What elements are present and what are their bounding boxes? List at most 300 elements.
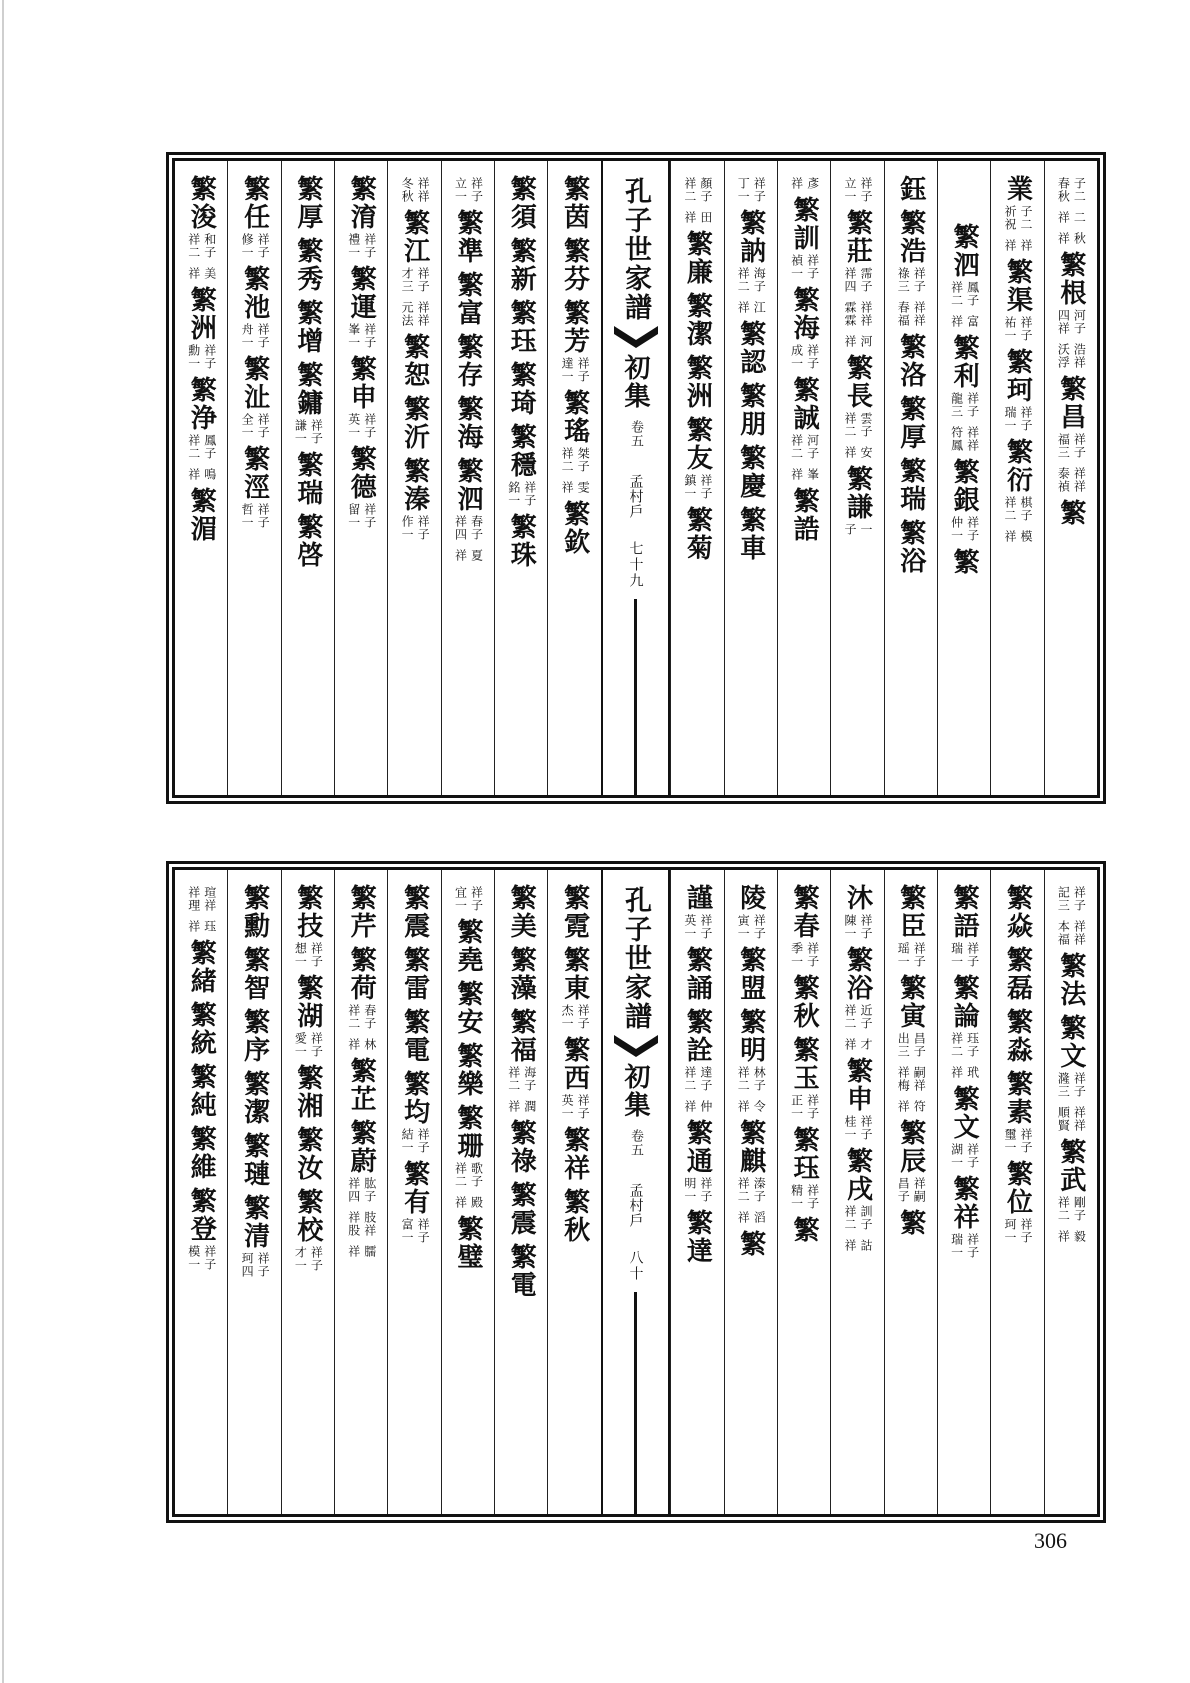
entry-note <box>843 267 872 293</box>
entry <box>453 884 482 912</box>
entry-note <box>1056 177 1085 203</box>
entry <box>896 1064 925 1092</box>
entry-note <box>683 1100 712 1113</box>
entry <box>896 974 926 1058</box>
entry-note <box>1056 232 1085 245</box>
entry-name: 繁浴 <box>895 519 926 575</box>
entry-note <box>950 281 979 307</box>
entry <box>843 333 872 348</box>
note-line: 富一 <box>400 1218 415 1244</box>
note-line: 祥子 <box>362 233 377 259</box>
entry-name: 繁認 <box>735 320 766 376</box>
note-line: 漋三 <box>1056 1072 1071 1098</box>
entry-name: 繁涇 <box>239 445 270 501</box>
note-line: 祥二 <box>1002 496 1017 522</box>
entry <box>950 313 979 328</box>
note-line: 立一 <box>842 177 857 203</box>
note-line: 肢祥 <box>362 1211 377 1237</box>
entry <box>506 946 536 1002</box>
note-line: 珂四 <box>240 1252 255 1278</box>
entry-note <box>683 1066 712 1092</box>
note-line: 潤 <box>522 1100 537 1113</box>
entry <box>347 1209 376 1237</box>
entry-name: 繁湄 <box>186 487 217 543</box>
entry-note <box>293 1246 322 1272</box>
note-line: 祐一 <box>1002 316 1017 342</box>
note-line: 祥二 <box>186 233 201 259</box>
entry-note <box>950 315 979 328</box>
entry-name: 繁秋 <box>559 1188 590 1244</box>
note-line: 祥子 <box>309 1032 324 1058</box>
note-line: 瑶一 <box>896 942 911 968</box>
note-line: 祥 <box>1056 232 1071 245</box>
entry-note <box>950 1143 979 1169</box>
entry-name: 繁江 <box>399 209 430 265</box>
entry <box>842 209 872 293</box>
entry-name: 繁武 <box>1055 1138 1086 1194</box>
entry-name: 繁淼 <box>1002 1008 1033 1064</box>
note-line: 祥子 <box>522 481 537 507</box>
entry-name: 繁利 <box>949 334 980 390</box>
entry <box>896 519 926 575</box>
entry-name: 繁厚 <box>292 175 323 231</box>
entry-note <box>347 1211 376 1237</box>
entry-name: 繁洛 <box>895 333 926 389</box>
entry-note <box>736 914 765 940</box>
entry-name: 繁戌 <box>842 1147 873 1203</box>
note-line: 祥子 <box>965 1143 980 1169</box>
entry-name: 繁慶 <box>735 444 766 500</box>
note-line: 仲一 <box>949 516 964 542</box>
folio-number: 七十九 <box>627 541 644 589</box>
note-line: 滔 <box>752 1211 767 1224</box>
note-line: 瑞一 <box>1002 406 1017 432</box>
entry-note <box>843 412 872 438</box>
entry-note <box>293 942 322 968</box>
entry-note <box>560 1004 589 1030</box>
note-line: 祥 <box>842 1038 857 1051</box>
note-line: 謙一 <box>293 419 308 445</box>
entry <box>347 1243 376 1258</box>
entry-name: 繁珏 <box>506 299 537 355</box>
entry <box>949 548 979 576</box>
genealogy-column <box>441 161 494 795</box>
genealogy-page-bottom <box>172 867 1100 1517</box>
entry-name: 繁位 <box>1002 1160 1033 1216</box>
entry <box>400 1160 430 1244</box>
entry <box>293 1126 323 1182</box>
entry-note <box>1056 1230 1085 1243</box>
entry <box>1056 1104 1085 1132</box>
note-line: 海子 <box>752 267 767 293</box>
entry <box>293 1188 323 1272</box>
note-line: 祿三 <box>896 267 911 293</box>
note-line: 祥二 <box>842 1004 857 1030</box>
entry-name: 繁文 <box>949 1085 980 1141</box>
entry-note <box>187 344 216 370</box>
entry-note <box>507 1066 536 1092</box>
note-line: 祥子 <box>1018 1128 1033 1154</box>
entry <box>240 946 270 1002</box>
entry-name: 繁訥 <box>735 209 766 265</box>
entry-name: 繁池 <box>239 265 270 321</box>
entry-note <box>1056 1072 1085 1098</box>
note-line: 祥四 <box>346 1177 361 1203</box>
note-line: 祥子 <box>805 1184 820 1210</box>
entry <box>843 299 872 327</box>
entry-note <box>1003 1218 1032 1244</box>
entry <box>186 1187 216 1271</box>
center-column <box>601 870 670 1514</box>
entry-note <box>736 1211 765 1224</box>
entry <box>842 1147 872 1231</box>
note-line: 祥 <box>186 267 201 280</box>
entry <box>186 1125 216 1181</box>
columns-top <box>175 161 1097 795</box>
entry <box>346 265 376 349</box>
entry <box>506 1243 536 1299</box>
entry <box>506 361 536 417</box>
entry <box>293 299 323 355</box>
entry <box>682 884 712 940</box>
entry <box>789 286 819 370</box>
entry-note <box>1056 433 1085 459</box>
note-line: 祥 <box>1002 530 1017 543</box>
note-line: 春子 <box>362 1004 377 1030</box>
entry-note <box>453 515 482 541</box>
note-line: 祥 <box>682 211 697 224</box>
note-line: 祥子 <box>416 1128 431 1154</box>
entry <box>949 223 979 307</box>
note-line: 祥 <box>1056 211 1071 224</box>
entry-name: 繁玉 <box>789 1036 820 1092</box>
juan-label: 卷五 <box>628 420 644 448</box>
note-line: 達子 <box>698 1066 713 1092</box>
entry <box>1056 465 1085 493</box>
entry-name: 繁湘 <box>292 1064 323 1120</box>
note-line: 祥 <box>736 301 751 314</box>
entry <box>400 209 430 293</box>
entry-note <box>400 301 429 327</box>
entry <box>896 333 926 389</box>
note-line: 近子 <box>858 1004 873 1030</box>
note-line: 祥 <box>896 1100 911 1113</box>
note-line: 祥二 <box>453 1162 468 1188</box>
genealogy-column <box>334 161 387 795</box>
entry-name: 繁珠 <box>506 513 537 569</box>
note-line: 祥子 <box>309 942 324 968</box>
entry-name: 繁穩 <box>506 423 537 479</box>
entry-name: 繁達 <box>682 1209 713 1265</box>
note-line: 祥二 <box>560 447 575 473</box>
entry-name: 繁有 <box>399 1160 430 1216</box>
entry <box>736 1209 765 1224</box>
entry <box>293 175 323 231</box>
entry <box>950 1064 979 1079</box>
entry-note <box>240 323 269 349</box>
note-line: 鎮一 <box>682 474 697 500</box>
entry-name: 繁德 <box>346 445 377 501</box>
entry-note <box>843 446 872 459</box>
entry-note <box>736 1177 765 1203</box>
entry-note <box>790 344 819 370</box>
note-line: 春子 <box>469 515 484 541</box>
note-line: 泰禎 <box>1056 467 1071 493</box>
entry-name: 繁 <box>949 548 980 576</box>
entry-name: 繁增 <box>292 299 323 355</box>
entry-note <box>1003 1128 1032 1154</box>
entry <box>736 175 765 203</box>
entry-name: 繁運 <box>346 265 377 321</box>
note-line: 祥理 <box>186 886 201 912</box>
entry <box>400 333 430 389</box>
entry-name: 繁安 <box>452 980 483 1036</box>
entry-note <box>1003 316 1032 342</box>
note-line: 禮一 <box>346 233 361 259</box>
note-line: 祥祥 <box>965 426 980 452</box>
entry-note <box>950 942 979 968</box>
entry <box>949 1175 979 1259</box>
note-line: 祥子 <box>858 914 873 940</box>
entry-name: 繁車 <box>735 506 766 562</box>
entry <box>1002 946 1032 1002</box>
entry <box>736 506 766 562</box>
entry <box>560 479 589 494</box>
entry-name: 繁誦 <box>682 946 713 1002</box>
entry-name: 陵 <box>735 884 766 912</box>
entry <box>1056 375 1086 459</box>
genealogy-column <box>1044 161 1097 795</box>
entry <box>736 1008 766 1092</box>
entry <box>560 389 590 473</box>
note-line: 丁一 <box>736 177 751 203</box>
note-line: 祥子 <box>202 1245 217 1271</box>
note-line: 祥 <box>506 1100 521 1113</box>
note-line: 祥四 <box>453 515 468 541</box>
entry <box>400 299 429 327</box>
entry-note <box>453 177 482 203</box>
note-line: 祥子 <box>1018 406 1033 432</box>
entry <box>240 445 270 529</box>
entry-name: 繁堯 <box>452 918 483 974</box>
note-line: 結一 <box>400 1128 415 1154</box>
note-line: 本福 <box>1056 920 1071 946</box>
entry-note <box>790 1094 819 1120</box>
entry <box>453 1104 483 1188</box>
center-column <box>601 161 670 795</box>
entry-note <box>453 549 482 562</box>
entry <box>186 487 216 543</box>
note-line: 祥子 <box>576 1004 591 1030</box>
entry-note <box>1003 496 1032 522</box>
note-line: 鳴 <box>202 468 217 481</box>
entry <box>1056 884 1085 912</box>
entry <box>1056 1014 1086 1098</box>
note-line: 祥子 <box>805 344 820 370</box>
entry-name: 繁福 <box>506 1008 537 1064</box>
note-line: 祥二 <box>949 1032 964 1058</box>
entry-name: 繁技 <box>292 884 323 940</box>
note-line: 詁 <box>858 1239 873 1252</box>
fish-tail-mark-icon <box>614 326 658 348</box>
note-line: 祥祥 <box>912 301 927 327</box>
entry-name: 沐 <box>842 884 873 912</box>
note-line: 元法 <box>400 301 415 327</box>
entry-note <box>843 301 872 327</box>
note-line: 祥子 <box>576 357 591 383</box>
entry <box>346 445 376 529</box>
entry-name: 繁智 <box>239 946 270 1002</box>
note-line: 霖霖 <box>842 301 857 327</box>
entry-name: 繁通 <box>682 1119 713 1175</box>
note-line: 祥二 <box>346 1004 361 1030</box>
note-line: 祥祥 <box>416 301 431 327</box>
entry <box>346 175 376 259</box>
entry-name: 繁緒 <box>186 939 217 995</box>
note-line: 祥 <box>842 335 857 348</box>
note-line: 浩祥 <box>1072 343 1087 369</box>
genealogy-column <box>830 161 883 795</box>
entry <box>1056 918 1085 946</box>
note-line: 祥子 <box>416 515 431 541</box>
entry <box>400 884 430 940</box>
entry <box>1056 1228 1085 1243</box>
note-line: 昌子 <box>912 1032 927 1058</box>
genealogy-column <box>777 870 830 1514</box>
note-line: 祥二 <box>682 1066 697 1092</box>
note-line: 霈子 <box>858 267 873 293</box>
entry-name: 繁文 <box>1055 1014 1086 1070</box>
note-line: 季一 <box>789 942 804 968</box>
entry <box>949 884 979 968</box>
note-line: 珂一 <box>1002 1218 1017 1244</box>
entry <box>790 466 819 481</box>
note-line: 英一 <box>682 914 697 940</box>
entry <box>560 1036 590 1120</box>
entry <box>346 946 376 1030</box>
entry-name: 謹 <box>682 884 713 912</box>
note-line: 正一 <box>789 1094 804 1120</box>
note-line: 毅 <box>1072 1230 1087 1243</box>
entry-name: 繁祿 <box>506 1119 537 1175</box>
entry <box>240 1070 270 1126</box>
note-line: 祥 <box>1002 239 1017 252</box>
entry <box>346 355 376 439</box>
entry <box>682 416 712 500</box>
entry <box>789 1216 819 1244</box>
note-line: 河 <box>858 335 873 348</box>
fish-tail-mark-icon <box>614 1035 658 1057</box>
genealogy-column <box>777 161 830 795</box>
entry-note <box>187 233 216 259</box>
note-line: 達一 <box>560 357 575 383</box>
entry-note <box>1003 406 1032 432</box>
entry-note <box>843 1038 872 1051</box>
entry-note <box>560 1094 589 1120</box>
note-line: 祥 <box>842 446 857 459</box>
note-line: 祥二 <box>736 267 751 293</box>
note-line: 祥 <box>186 468 201 481</box>
note-line: 祥子 <box>416 1218 431 1244</box>
note-line: 峯 <box>805 468 820 481</box>
entry-name: 繁浄 <box>186 376 217 432</box>
entry-note <box>560 447 589 473</box>
entry <box>1056 341 1085 369</box>
note-line: 銘一 <box>506 481 521 507</box>
entry <box>682 292 712 348</box>
house-label: 孟村戶 <box>627 474 644 519</box>
entry-note <box>843 1205 872 1231</box>
entry-name: 繁泗 <box>949 223 980 279</box>
entry-note <box>736 267 765 293</box>
note-line: 林子 <box>752 1066 767 1092</box>
note-line: 祥祥 <box>858 301 873 327</box>
entry-name: 繁銀 <box>949 458 980 514</box>
note-line: 祥祥 <box>416 177 431 203</box>
entry-note <box>1056 211 1085 224</box>
entry-note <box>187 468 216 481</box>
note-line: 祥 <box>949 315 964 328</box>
note-line: 寅一 <box>736 914 751 940</box>
note-line: 祥二 <box>736 1177 751 1203</box>
note-line: 瑄祥 <box>202 886 217 912</box>
entry-note <box>347 1038 376 1051</box>
note-line: 祥子 <box>256 233 271 259</box>
entry <box>1002 1008 1032 1064</box>
entry <box>949 974 979 1058</box>
note-line: 祥 <box>736 1211 751 1224</box>
entry-name: 繁潔 <box>239 1070 270 1126</box>
entry-note <box>400 515 429 541</box>
entry-name: 繁友 <box>682 416 713 472</box>
note-line: 昌子 <box>896 1177 911 1203</box>
genealogy-column <box>990 161 1043 795</box>
entry-note <box>453 1196 482 1209</box>
note-line: 夏 <box>469 549 484 562</box>
entry <box>293 451 323 507</box>
note-line: 河子 <box>1072 309 1087 335</box>
note-line: 祥子 <box>1072 886 1087 912</box>
entry <box>789 196 819 280</box>
entry-note <box>240 233 269 259</box>
entry-name: 繁準 <box>452 209 483 265</box>
note-line: 彥 <box>805 177 820 190</box>
entry <box>682 946 712 1002</box>
note-line: 祥子 <box>912 942 927 968</box>
entry <box>186 286 216 370</box>
entry-note <box>400 1218 429 1244</box>
note-line: 祥子 <box>752 914 767 940</box>
note-line: 祥二 <box>736 1066 751 1092</box>
entry <box>682 1209 712 1265</box>
note-line: 珏 <box>202 920 217 933</box>
genealogy-column <box>937 870 990 1514</box>
entry-note <box>790 1184 819 1210</box>
genealogy-column <box>830 870 883 1514</box>
entry-note <box>240 1252 269 1278</box>
entry <box>453 175 482 203</box>
entry-name: 繁璧 <box>452 1215 483 1271</box>
note-line: 瑞一 <box>949 1233 964 1259</box>
note-line: 祥子 <box>256 323 271 349</box>
entry <box>843 1237 872 1252</box>
note-line: 宜一 <box>453 886 468 912</box>
entry <box>1002 175 1032 231</box>
entry <box>240 1194 270 1278</box>
entry-note <box>790 254 819 280</box>
genealogy-column <box>334 870 387 1514</box>
note-line: 陳一 <box>842 914 857 940</box>
